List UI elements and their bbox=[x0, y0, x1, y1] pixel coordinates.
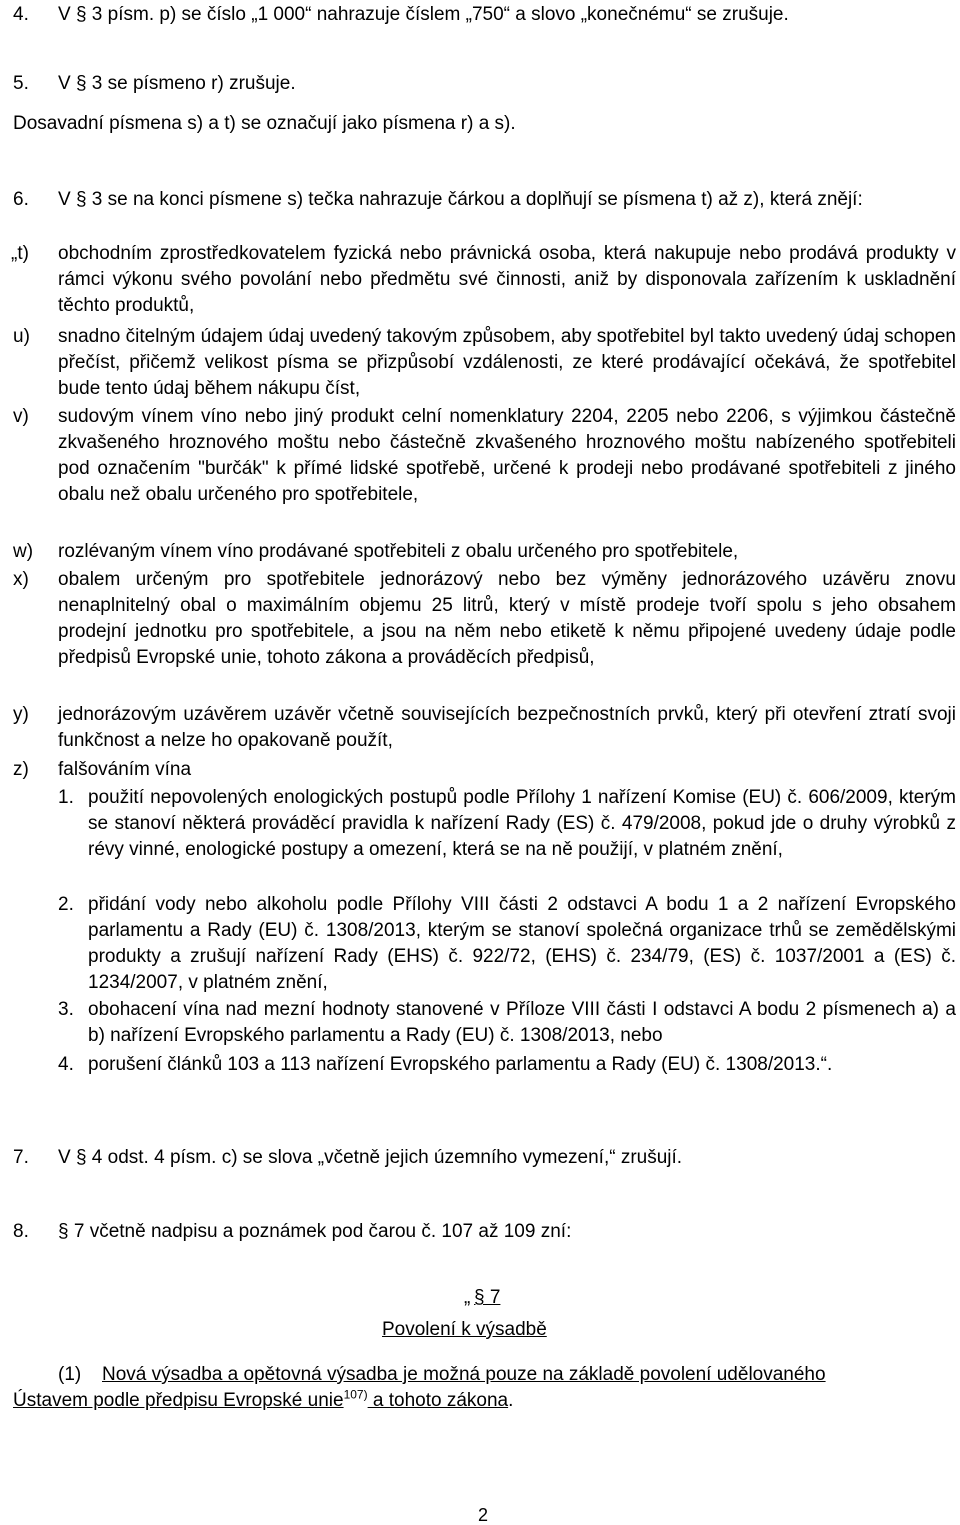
item-5-text: V § 3 se písmeno r) zrušuje. bbox=[58, 73, 296, 94]
item-5-text-2: Dosavadní písmena s) a t) se označují jako písmena r) a s). bbox=[13, 113, 516, 134]
item-5-number: 5. bbox=[13, 73, 29, 94]
paragraph-1-number: (1) bbox=[58, 1364, 82, 1385]
paragraph-1-line-2-end: a tohoto zákona bbox=[367, 1390, 509, 1411]
item-7-text: V § 4 odst. 4 písm. c) se slova „včetně jejich územního vymezení,“ zrušují. bbox=[58, 1147, 683, 1168]
letter-label-u: u) bbox=[13, 326, 30, 347]
paragraph-1-line-2 bbox=[13, 1388, 513, 1414]
item-8-number: 8. bbox=[13, 1221, 29, 1242]
z-item-text-3: obohacení vína nad mezní hodnoty stanovené v Příloze VIII části I odstavci A bodu 2 písmenech a) a b) nařízení Evropského parlamentu a Rady (EU) č. 1308/2013, nebo bbox=[88, 999, 956, 1046]
item-4-text: V § 3 písm. p) se číslo „1 000“ nahrazuje číslem „750“ a slovo „konečnému“ se zrušuje. bbox=[58, 4, 789, 25]
z-item-number-1: 1. bbox=[58, 787, 74, 808]
paragraph-1-line-2-tail: . bbox=[508, 1390, 514, 1411]
letter-label-y: y) bbox=[13, 704, 29, 725]
letter-label-z: z) bbox=[13, 759, 29, 780]
letter-text-w: rozlévaným vínem víno prodávané spotřebiteli z obalu určeného pro spotřebitele, bbox=[58, 541, 739, 562]
z-item-number-3: 3. bbox=[58, 999, 74, 1020]
section-title: Povolení k výsadbě bbox=[382, 1319, 547, 1340]
section-number: § 7 bbox=[474, 1287, 501, 1308]
letter-text-t: obchodním zprostředkovatelem fyzická nebo právnická osoba, která nakupuje nebo prodává produkty v rámci výkonu svého povolání nebo předmětu své činnosti, aniž by disponovala zařízením k uskladnění těchto produktů, bbox=[58, 243, 956, 316]
letter-label-w: w) bbox=[13, 541, 34, 562]
item-7-number: 7. bbox=[13, 1147, 29, 1168]
letter-label-x: x) bbox=[13, 569, 29, 590]
z-item-number-4: 4. bbox=[58, 1054, 74, 1075]
letter-label-t: „t) bbox=[11, 243, 29, 264]
paragraph-1-line-2-main: Ústavem podle předpisu Evropské unie bbox=[13, 1390, 344, 1411]
letter-text-y: jednorázovým uzávěrem uzávěr včetně souvisejících bezpečnostních prvků, který při otevření ztratí svoji funkčnost a nelze ho opakovaně použít, bbox=[58, 704, 956, 751]
footnote-ref-107: 107) bbox=[343, 1387, 368, 1402]
item-6-number: 6. bbox=[13, 189, 29, 210]
z-item-text-1: použití nepovolených enologických postupů podle Přílohy 1 nařízení Komise (EU) č. 606/2009, kterým se stanoví některá prováděcí pravidla k nařízení Rady (ES) č. 479/2008, pokud jde o druhy výrobků z révy vinné, enologické postupy a omezení, která se na ně použijí, v platném znění, bbox=[88, 787, 956, 860]
letter-text-v: sudovým vínem víno nebo jiný produkt celní nomenklatury 2204, 2205 nebo 2206, s výjimkou částečně zkvašeného hroznového moštu nebo částečně zkvašeného hroznového moštu nabízeného spotřebiteli pod označením "burčák" k přímé lidské spotřebě, určené k prodeji nebo prodávané spotřebiteli z jiného obalu než obalu určeného pro spotřebitele, bbox=[58, 406, 956, 505]
z-item-number-2: 2. bbox=[58, 894, 74, 915]
section-quote-open: „ bbox=[464, 1287, 471, 1308]
item-6-text: V § 3 se na konci písmene s) tečka nahrazuje čárkou a doplňují se písmena t) až z), která znějí: bbox=[58, 189, 863, 210]
z-item-text-4: porušení článků 103 a 113 nařízení Evropského parlamentu a Rady (EU) č. 1308/2013.“. bbox=[88, 1054, 833, 1075]
item-4-number: 4. bbox=[13, 4, 29, 25]
letter-label-v: v) bbox=[13, 406, 29, 427]
item-8-text: § 7 včetně nadpisu a poznámek pod čarou č. 107 až 109 zní: bbox=[58, 1221, 572, 1242]
z-item-text-2: přidání vody nebo alkoholu podle Přílohy VIII části 2 odstavci A bodu 1 a 2 nařízení Evropského parlamentu a Rady (EU) č. 1308/2013, kterým se stanoví společná organizace trhů se zemědělskými produkty a zrušují nařízení Rady (EHS) č. 922/72, (EHS) č. 234/79, (ES) č. 1037/2001 a (ES) č. 1234/2007, v platném znění, bbox=[88, 894, 956, 993]
letter-text-z: falšováním vína bbox=[58, 759, 192, 780]
paragraph-1-line-1: Nová výsadba a opětovná výsadba je možná pouze na základě povolení udělovaného bbox=[102, 1364, 826, 1385]
letter-text-u: snadno čitelným údajem údaj uvedený takovým způsobem, aby spotřebitel byl takto uvedený údaj schopen přečíst, přičemž velikost písma se přizpůsobí vzdálenosti, ze které prodávající očekává, že spotřebitel bude tento údaj během nákupu číst, bbox=[58, 326, 956, 399]
letter-text-x: obalem určeným pro spotřebitele jednorázový nebo bez výměny jednorázového uzávěru znovu nenaplnitelný obal o maximálním objemu 25 litrů, který v místě prodeje tvoří spolu s jeho obsahem prodejní jednotku pro spotřebitele, a jsou na něm nebo etiketě k němu připojené uvedeny údaje podle předpisů Evropské unie, tohoto zákona a prováděcích předpisů, bbox=[58, 569, 956, 668]
page-number: 2 bbox=[478, 1505, 489, 1525]
